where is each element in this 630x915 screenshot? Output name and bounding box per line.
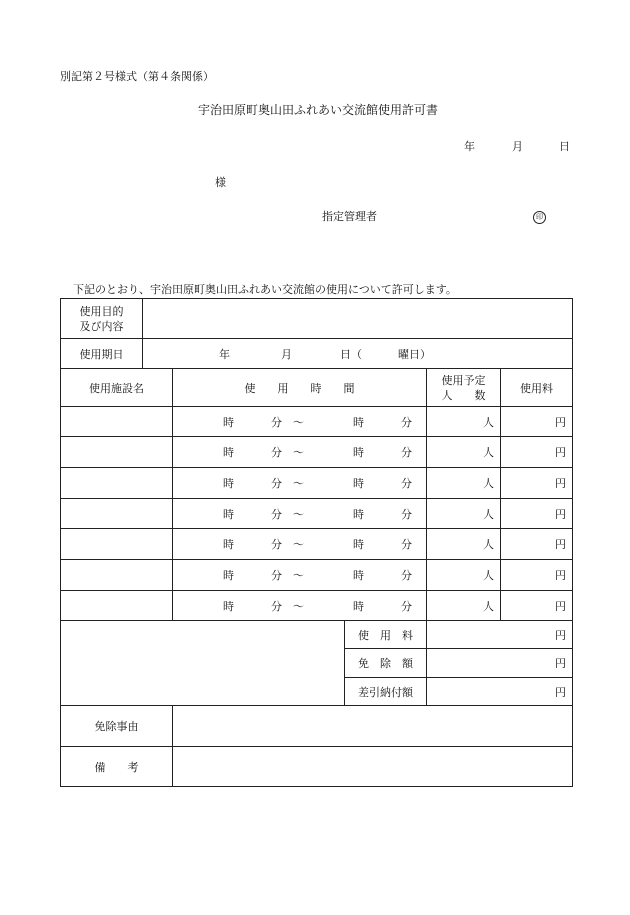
time-input[interactable]: 時 分 〜 時 分: [173, 407, 427, 437]
facility-input[interactable]: [61, 468, 173, 499]
people-input[interactable]: 人: [427, 499, 501, 529]
issuer-label: 指定管理者: [322, 210, 377, 223]
table-row: [61, 529, 573, 560]
remarks-label: 備 考: [61, 747, 173, 787]
remarks-row: [61, 747, 573, 787]
purpose-row: [61, 299, 573, 339]
exemption-reason-row: [61, 706, 573, 747]
summary-fee-input[interactable]: 円: [427, 621, 573, 649]
summary-exemption-input[interactable]: 円: [427, 649, 573, 678]
page-title: 宇治田原町奥山田ふれあい交流館使用許可書: [198, 103, 439, 117]
period-row: [61, 339, 573, 369]
purpose-label: 使用目的 及び内容: [61, 299, 143, 339]
date-year-label: 年: [464, 140, 475, 153]
facility-input[interactable]: [61, 407, 173, 437]
fee-input[interactable]: 円: [501, 529, 573, 560]
people-input[interactable]: 人: [427, 407, 501, 437]
fee-input[interactable]: 円: [501, 499, 573, 529]
period-month: 月: [281, 347, 292, 361]
summary-fee-label: 使 用 料: [345, 621, 427, 649]
summary-exemption-label: 免 除 額: [345, 649, 427, 678]
table-row: [61, 560, 573, 591]
time-input[interactable]: 時 分 〜 時 分: [173, 591, 427, 621]
remarks-input[interactable]: [173, 747, 573, 787]
facility-input[interactable]: [61, 499, 173, 529]
fee-input[interactable]: 円: [501, 407, 573, 437]
table-row: [61, 407, 573, 437]
time-input[interactable]: 時 分 〜 時 分: [173, 560, 427, 591]
time-input[interactable]: 時 分 〜 時 分: [173, 529, 427, 560]
table-row: [61, 591, 573, 621]
period-input[interactable]: [143, 339, 573, 369]
time-input[interactable]: 時 分 〜 時 分: [173, 499, 427, 529]
col-fee-header: 使用料: [501, 369, 573, 407]
date-month-label: 月: [512, 140, 523, 153]
permit-form-table: [60, 298, 573, 787]
table-row: [61, 468, 573, 499]
facility-input[interactable]: [61, 437, 173, 468]
period-weekday: 曜日）: [398, 347, 431, 361]
intro-text: 下記のとおり、宇治田原町奥山田ふれあい交流館の使用について許可します。: [73, 283, 457, 296]
fee-input[interactable]: 円: [501, 437, 573, 468]
col-people-header: 使用予定 人 数: [427, 369, 501, 407]
facility-input[interactable]: [61, 529, 173, 560]
people-input[interactable]: 人: [427, 529, 501, 560]
exemption-reason-input[interactable]: [173, 706, 573, 747]
period-year: 年: [219, 347, 230, 361]
col-facility-header: 使用施設名: [61, 369, 173, 407]
table-row: [61, 437, 573, 468]
recipient-suffix: 様: [215, 176, 226, 189]
date-day-label: 日: [559, 140, 570, 153]
column-header-row: [61, 369, 573, 407]
period-label: 使用期日: [61, 339, 143, 369]
time-input[interactable]: 時 分 〜 時 分: [173, 468, 427, 499]
facility-input[interactable]: [61, 560, 173, 591]
fee-input[interactable]: 円: [501, 591, 573, 621]
fee-input[interactable]: 円: [501, 560, 573, 591]
seal-icon: [533, 210, 546, 224]
time-input[interactable]: 時 分 〜 時 分: [173, 437, 427, 468]
facility-input[interactable]: [61, 591, 173, 621]
people-input[interactable]: 人: [427, 437, 501, 468]
people-input[interactable]: 人: [427, 468, 501, 499]
summary-blank-area: [61, 621, 345, 706]
fee-input[interactable]: 円: [501, 468, 573, 499]
people-input[interactable]: 人: [427, 591, 501, 621]
seal-mark: 印: [533, 211, 546, 224]
people-input[interactable]: 人: [427, 560, 501, 591]
summary-row-fee: [61, 621, 573, 649]
table-row: [61, 499, 573, 529]
period-day: 日（: [340, 347, 362, 361]
purpose-input[interactable]: [143, 299, 573, 339]
exemption-reason-label: 免除事由: [61, 706, 173, 747]
col-time-header: 使 用 時 間: [173, 369, 427, 407]
summary-net-label: 差引納付額: [345, 678, 427, 706]
summary-net-input[interactable]: 円: [427, 678, 573, 706]
form-number: 別記第２号様式（第４条関係）: [60, 70, 214, 83]
